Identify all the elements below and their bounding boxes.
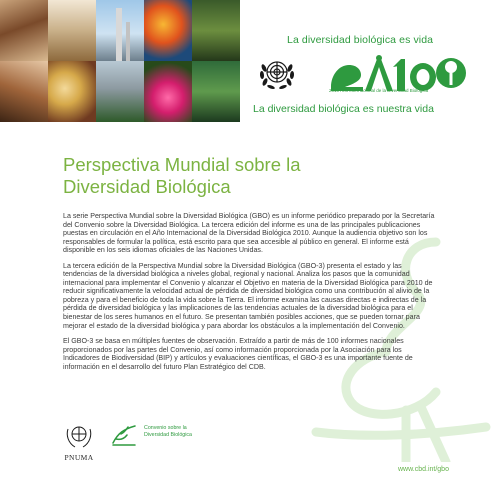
- title-line-1: Perspectiva Mundial sobre la: [63, 154, 301, 175]
- un-emblem-icon: [257, 55, 297, 93]
- cbd-logo-icon: [110, 421, 138, 447]
- website-url[interactable]: www.cbd.int/gbo: [398, 466, 449, 473]
- photo-leaves: [192, 61, 240, 122]
- title-line-2: Diversidad Biológica: [63, 176, 231, 197]
- photo-city: [96, 61, 144, 122]
- photo-collage: [0, 0, 240, 122]
- cbd-name-line-2: Diversidad Biológica: [144, 432, 192, 438]
- photo-coral: [144, 0, 192, 61]
- paragraph-3: El GBO-3 se basa en múltiples fuentes de observación. Extraído a partir de más de 100 informes nacionales proporcionados por las partes del Convenio, así como información proporcionada por la Asociación para los Indicadores de Biodiversidad (BIP) y artículos y evaluaciones científicas, el GBO-3 es una importante fuente de información en el desarrollo del futuro Plan Estratégico del CDB.: [63, 337, 413, 371]
- pnuma-label: PNUMA: [64, 453, 94, 462]
- paragraph-2: La tercera edición de la Perspectiva Mundial sobre la Diversidad Biológica (GBO-3) presenta el estado y las tendencias de la diversidad biológica a niveles global, regional y nacional. Analiza los pasos que la comunidad internacional para implementar el Convenio y alcanzar el Objetivo en materia de la Diversidad Biológica para 2010 de reducir significativamente la velocidad actual de pérdida de diversidad biológica como una contribución al alivio de la pobreza y para el beneficio de toda la vida sobre la Tierra. El informe examina las causas directas e indirectas de la pérdida de diversidad biológica y las implicaciones de las tendencias actuales de la diversidad biológica para el bienestar de los seres humanos en el futuro. Se presentan también posibles acciones, que se pueden tornar para mejorar el estado de la diversidad biológica y para abordar los obstáculos a la implementación del Convenio.: [63, 261, 433, 330]
- photo-produce: [48, 61, 96, 122]
- body-text: [63, 212, 435, 378]
- photo-forest: [192, 0, 240, 61]
- paragraph-1: La serie Perspectiva Mundial sobre la Diversidad Biológica (GBO) es un informe periódico preparado por la Secretaría del Convenio sobre la Diversidad Biológica. La tercera edición del informe es una de las principales publicaciones puestas en circulación en el Año Internacional de la Diversidad Biológica 2010. Aunque la audiencia objetivo son los responsables de formular la política, está escrito para que sea accesible al público en general. El informe está disponible en los seis idiomas oficiales de las Naciones Unidas.: [63, 212, 435, 255]
- photo-fishermen: [0, 61, 48, 122]
- photo-people: [0, 0, 48, 61]
- pnuma-emblem-icon: [62, 421, 96, 451]
- photo-factory: [96, 0, 144, 61]
- iyb-caption: 2010 Año Internacional de la Diversidad Biológica: [329, 88, 429, 93]
- photo-flowers: [144, 61, 192, 122]
- tagline-top: La diversidad biológica es vida: [287, 34, 434, 46]
- cbd-name-line-1: Convenio sobre la: [144, 425, 187, 431]
- photo-grain: [48, 0, 96, 61]
- tagline-bottom: La diversidad biológica es nuestra vida: [253, 103, 434, 115]
- document-title: [63, 154, 393, 198]
